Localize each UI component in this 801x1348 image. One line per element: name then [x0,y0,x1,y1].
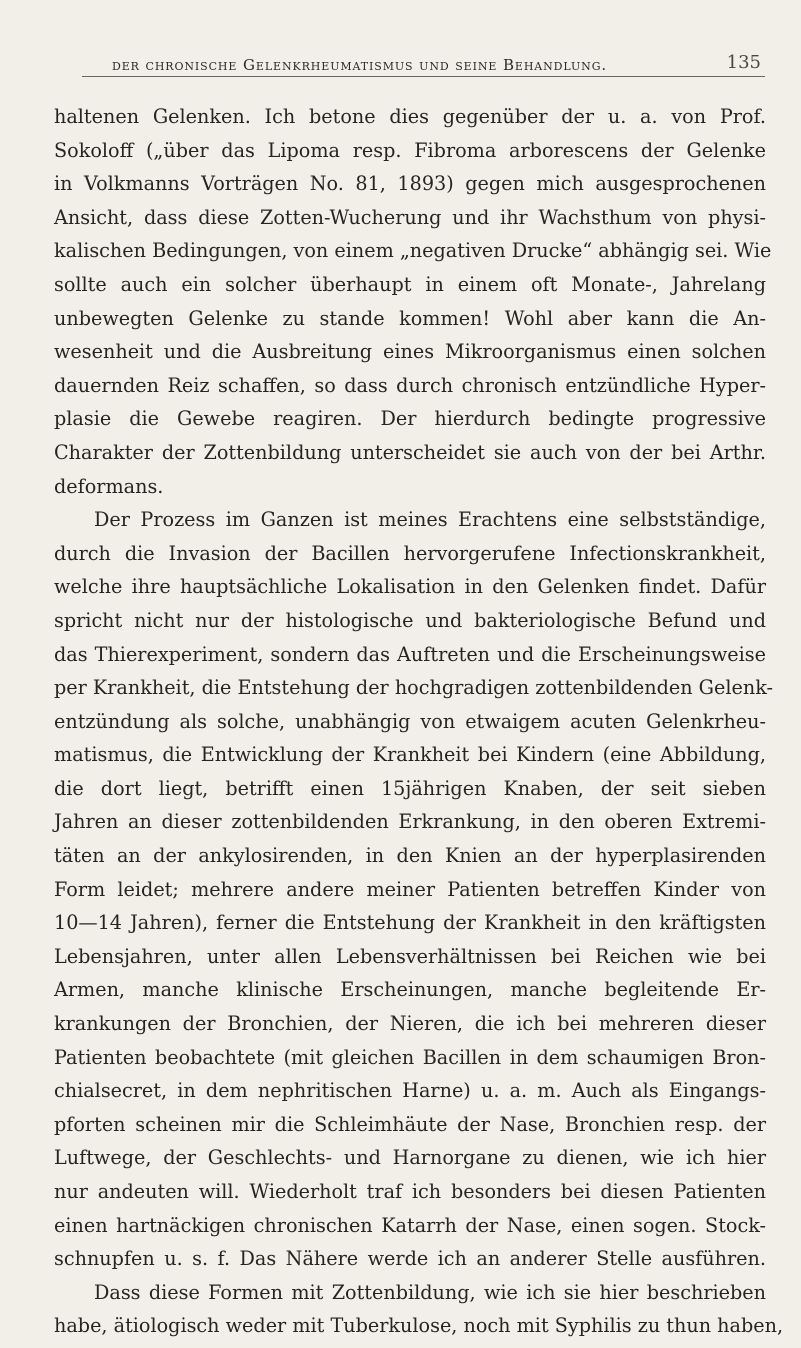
text-line: durch die Invasion der Bacillen hervorgerufene Infectionskrankheit, [54,541,766,565]
text-line: täten an der ankylosirenden, in den Knien an der hyperplasirenden [54,844,766,868]
text-line: Sokoloff („über das Lipoma resp. Fibroma arborescens der Gelenke [54,138,766,162]
running-title: der chronische Gelenkrheumatismus und seine Behandlung. [112,56,608,74]
text-line: Lebensjahren, unter allen Lebensverhältnissen bei Reichen wie bei [54,944,766,968]
text-line: Patienten beobachtete (mit gleichen Bacillen in dem schaumigen Bron- [54,1045,766,1069]
text-line: schnupfen u. s. f. Das Nähere werde ich an anderer Stelle ausführen. [54,1247,766,1271]
text-line: entzündung als solche, unabhängig von etwaigem acuten Gelenkrheu- [54,709,766,733]
text-line: deformans. [54,474,164,498]
text-line: wesenheit und die Ausbreitung eines Mikroorganismus einen solchen [54,340,766,364]
text-line: plasie die Gewebe reagiren. Der hierdurch bedingte progressive [54,407,766,431]
text-line: habe, ätiologisch weder mit Tuberkulose, noch mit Syphilis zu thun haben, [54,1314,784,1338]
page-number: 135 [726,52,761,73]
body-text [54,100,784,1343]
running-header [82,52,765,77]
text-line: die dort liegt, betrifft einen 15jährigen Knaben, der seit sieben [54,776,766,800]
text-line: Ansicht, dass diese Zotten-Wucherung und ihr Wachsthum von physi- [54,205,766,229]
text-line: unbewegten Gelenke zu stande kommen! Wohl aber kann die An- [54,306,766,330]
paragraph-start-line: Der Prozess im Ganzen ist meines Erachtens eine selbstständige, [94,508,766,532]
text-line: Charakter der Zottenbildung unterscheidet sie auch von der bei Arthr. [54,440,766,464]
text-line: sollte auch ein solcher überhaupt in einem oft Monate-, Jahrelang [54,272,766,296]
text-line: welche ihre hauptsächliche Lokalisation in den Gelenken findet. Dafür [54,575,766,599]
text-line: in Volkmanns Vorträgen No. 81, 1893) gegen mich ausgesprochenen [54,172,766,196]
text-line: krankungen der Bronchien, der Nieren, die ich bei mehreren dieser [54,1012,766,1036]
text-line: spricht nicht nur der histologische und bakteriologische Befund und [54,608,766,632]
text-line: Form leidet; mehrere andere meiner Patienten betreffen Kinder von [54,877,766,901]
text-line: einen hartnäckigen chronischen Katarrh der Nase, einen sogen. Stock- [54,1213,766,1237]
text-line: nur andeuten will. Wiederholt traf ich besonders bei diesen Patienten [54,1180,766,1203]
text-line: Luftwege, der Geschlechts- und Harnorgane zu dienen, wie ich hier [54,1146,766,1170]
text-line: haltenen Gelenken. Ich betone dies gegenüber der u. a. von Prof. [54,105,766,128]
text-line: Armen, manche klinische Erscheinungen, manche begleitende Er- [54,978,766,1002]
text-line: Jahren an dieser zottenbildenden Erkrankung, in den oberen Extremi- [54,810,766,834]
text-line: dauernden Reiz schaffen, so dass durch chronisch entzündliche Hyper- [54,373,766,397]
text-line: 10—14 Jahren), ferner die Entstehung der Krankheit in den kräftigsten [54,911,766,935]
text-line: das Thierexperiment, sondern das Auftreten und die Erscheinungsweise [54,642,766,666]
text-line: pforten scheinen mir die Schleimhäute der Nase, Bronchien resp. der [54,1112,766,1136]
text-line: per Krankheit, die Entstehung der hochgradigen zottenbildenden Gelenk- [54,676,773,700]
text-line: chialsecret, in dem nephritischen Harne) u. a. m. Auch als Eingangs- [54,1079,766,1103]
text-line: kalischen Bedingungen, von einem „negativen Drucke“ abhängig sei. Wie [54,239,772,263]
paragraph-start-line: Dass diese Formen mit Zottenbildung, wie ich sie hier beschrieben [94,1280,766,1304]
text-line: matismus, die Entwicklung der Krankheit bei Kindern (eine Abbildung, [54,743,766,767]
